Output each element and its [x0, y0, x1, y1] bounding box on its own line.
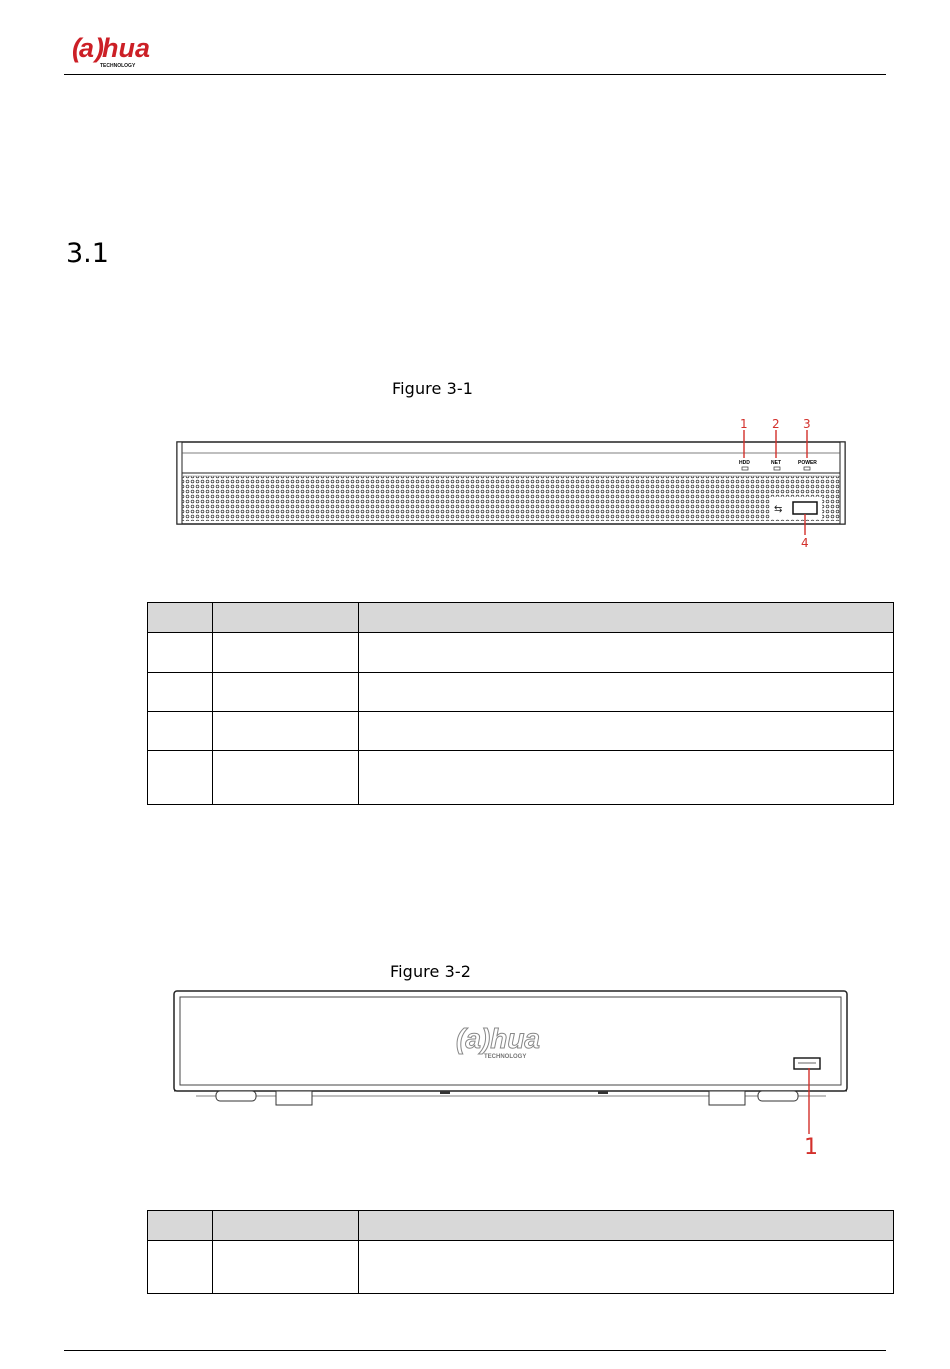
led-label-net: NET [771, 460, 781, 466]
table-row [148, 1241, 894, 1294]
callout-1: 1 [740, 417, 748, 431]
led-label-hdd: HDD [739, 460, 750, 466]
table-header-row [148, 603, 894, 633]
dahua-logo [70, 32, 182, 72]
callout-3: 3 [803, 417, 811, 431]
ventilation-mesh [182, 476, 840, 521]
front-panel-table-2 [147, 1210, 894, 1294]
svg-text:): ) [95, 33, 104, 63]
svg-text:(a)hua: (a)hua [456, 1023, 540, 1054]
callout-1: 1 [804, 1135, 818, 1158]
footer-rule [64, 1350, 886, 1351]
panel-logo [456, 1023, 540, 1054]
panel-logo-subtext: TECHNOLOGY [484, 1054, 527, 1060]
table-header-row [148, 1211, 894, 1241]
front-panel-figure-2 [166, 986, 854, 1158]
led-label-power: POWER [798, 460, 817, 466]
logo-wordmark: a [79, 33, 95, 63]
usb-icon: ⇆ [774, 504, 783, 515]
svg-text:hua: hua [102, 33, 151, 63]
table-row [148, 633, 894, 673]
usb-port [794, 1058, 820, 1069]
usb-port [793, 502, 817, 514]
logo-subtext: TECHNOLOGY [100, 63, 136, 69]
figure-caption: Figure 3-1 [392, 379, 474, 398]
front-panel-figure-1 [170, 414, 850, 550]
table-row [148, 673, 894, 712]
front-panel-table-1 [147, 602, 894, 805]
svg-text:(: ( [72, 33, 81, 63]
callout-2: 2 [772, 417, 780, 431]
table-row [148, 712, 894, 751]
table-row [148, 751, 894, 805]
header-rule [64, 74, 886, 75]
section-number: 3.1 [66, 238, 109, 269]
callout-4: 4 [801, 536, 809, 550]
figure-caption: Figure 3-2 [390, 962, 472, 981]
